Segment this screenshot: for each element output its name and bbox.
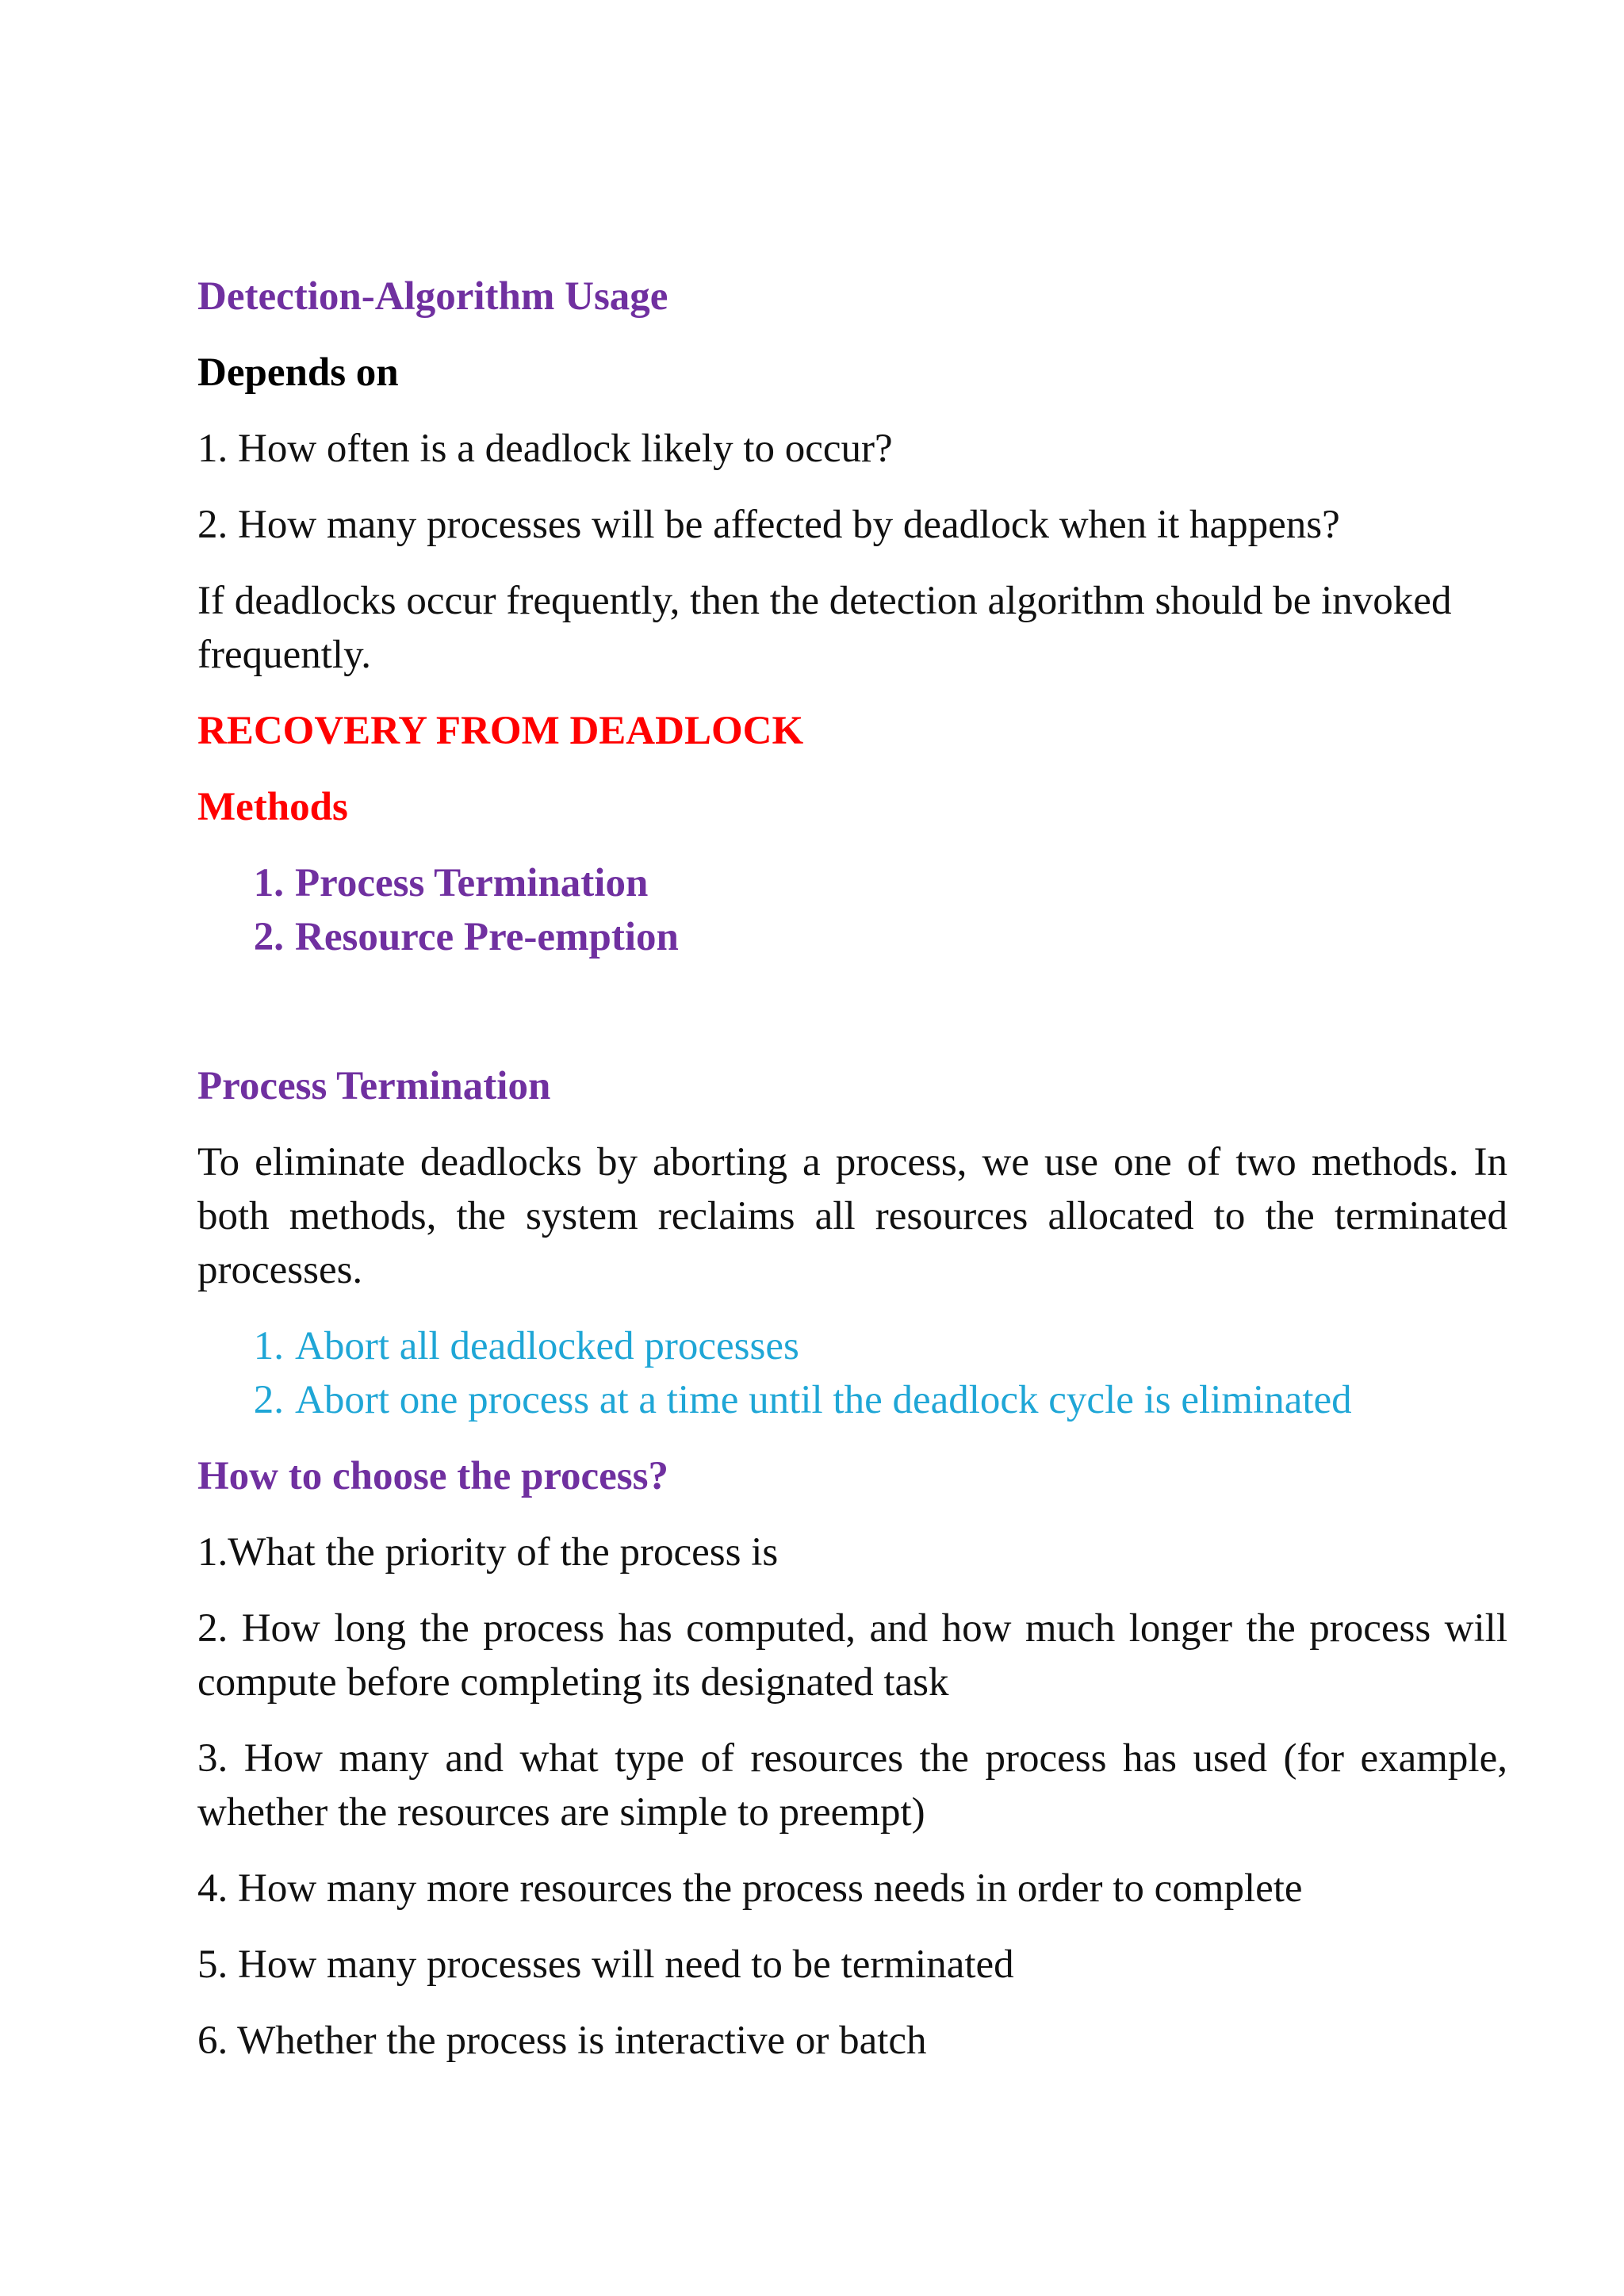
criterion-6: 6. Whether the process is interactive or batch (197, 2019, 927, 2063)
list-number: 1. (253, 1324, 284, 1368)
methods-heading: Methods (197, 785, 348, 829)
list-item (197, 1319, 1507, 1373)
criterion-5: 5. How many processes will need to be terminated (197, 1942, 1014, 1987)
recovery-heading: RECOVERY FROM DEADLOCK (197, 709, 804, 753)
document-page (197, 270, 1507, 2090)
methods-list (197, 856, 1507, 964)
question-2: 2. How many processes will be affected by deadlock when it happens? (197, 503, 1340, 547)
depends-on-heading: Depends on (197, 350, 399, 395)
process-termination-heading: Process Termination (197, 1064, 551, 1108)
list-item-label: Resource Pre-emption (295, 915, 679, 959)
list-item-label: Abort all deadlocked processes (295, 1324, 799, 1368)
list-item-label: Process Termination (295, 861, 649, 905)
criterion-1: 1.What the priority of the process is (197, 1530, 779, 1575)
list-number: 1. (253, 861, 284, 905)
process-termination-intro: To eliminate deadlocks by aborting a process, we use one of two methods. In both methods, the system reclaims all resources allocated to the terminated processes. (197, 1140, 1507, 1292)
list-number: 2. (253, 1378, 284, 1422)
question-1: 1. How often is a deadlock likely to occur? (197, 427, 893, 471)
criterion-3: 3. How many and what type of resources the process has used (for example, whether the resources are simple to preempt) (197, 1736, 1507, 1835)
section-gap (197, 986, 1507, 1059)
abort-options-list (197, 1319, 1507, 1427)
choose-process-heading: How to choose the process? (197, 1454, 668, 1498)
detection-note: If deadlocks occur frequently, then the detection algorithm should be invoked frequently. (197, 579, 1452, 677)
list-item (197, 910, 1507, 964)
list-item (197, 1373, 1507, 1427)
list-number: 2. (253, 915, 284, 959)
detection-usage-heading: Detection-Algorithm Usage (197, 274, 668, 319)
criterion-2: 2. How long the process has computed, and how much longer the process will compute before completing its designated task (197, 1606, 1507, 1705)
list-item (197, 856, 1507, 910)
criterion-4: 4. How many more resources the process needs in order to complete (197, 1866, 1303, 1911)
list-item-label: Abort one process at a time until the deadlock cycle is eliminated (295, 1378, 1352, 1422)
